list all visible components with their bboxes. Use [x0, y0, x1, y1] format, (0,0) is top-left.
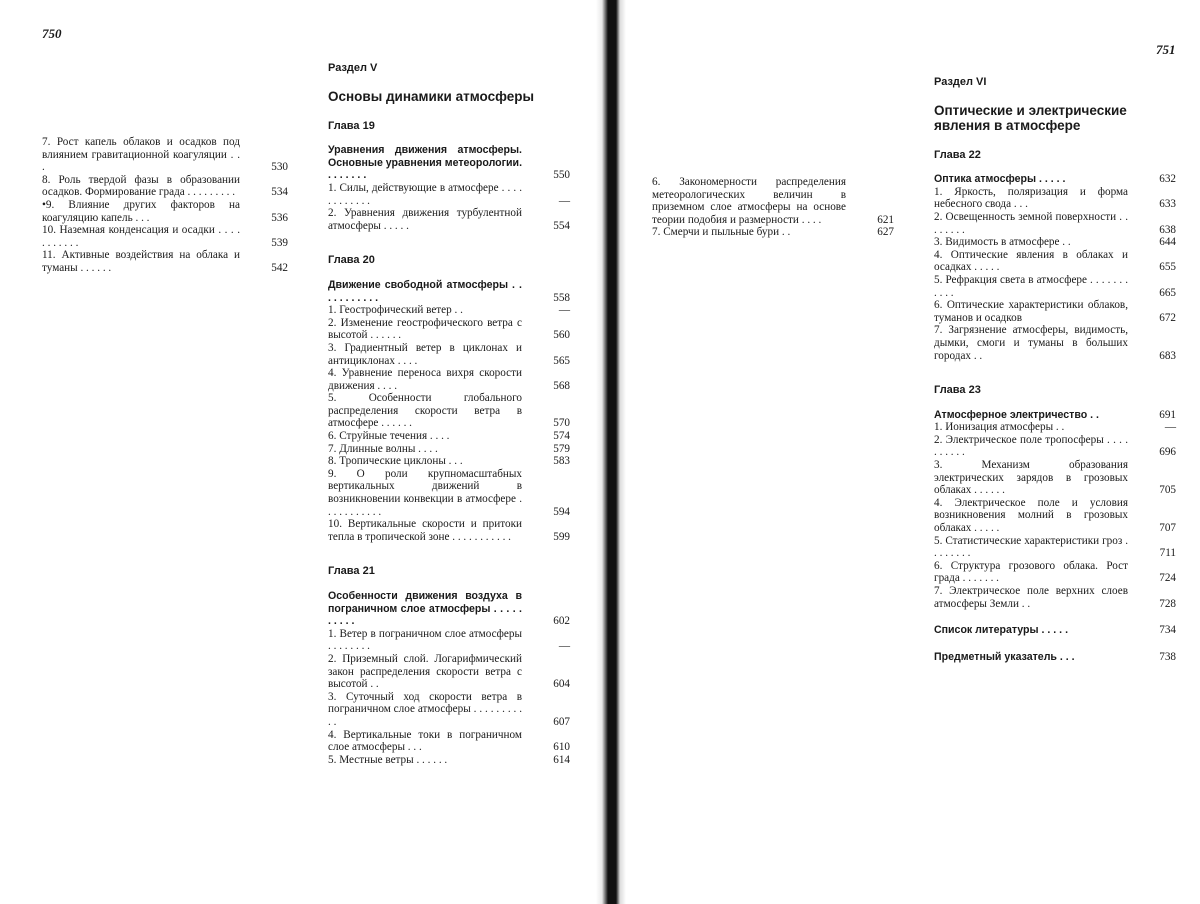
page-number-left: 750: [42, 26, 62, 41]
toc-entry[interactable]: 8. Роль твердой фазы в образовании осадков. Формирование града . . . . . . . . . 534: [42, 173, 288, 199]
toc-entry[interactable]: 2. Электрическое поле тропосферы . . . . . . . . . . 696: [934, 433, 1176, 459]
toc-entry[interactable]: 2. Приземный слой. Логарифмический закон распределения скорости ветра с высотой . . 604: [328, 652, 570, 691]
section-title: Основы динамики атмосферы: [328, 88, 535, 104]
toc-entry[interactable]: 10. Вертикальные скорости и притоки тепла в тропической зоне . . . . . . . . . . . 599: [328, 518, 570, 543]
toc-entry[interactable]: 5. Особенности глобального распределения скорости ветра в атмосфере . . . . . . 570: [328, 392, 570, 430]
right-col-1: [652, 176, 894, 239]
chapter-heading: Глава 23: [934, 384, 981, 397]
page-number-right: 751: [1156, 42, 1176, 57]
section-label: Раздел V: [328, 62, 378, 74]
toc-subject-index[interactable]: Предметный указатель . . . 738: [934, 650, 1176, 663]
left-col-2: [328, 62, 570, 766]
toc-entry[interactable]: 3. Градиентный ветер в циклонах и антициклонах . . . . 565: [328, 341, 570, 367]
toc-entry[interactable]: 1. Яркость, поляризация и форма небесного свода . . . 633: [934, 185, 1176, 211]
toc-entry[interactable]: 6. Струйные течения . . . . 574: [328, 430, 570, 443]
toc-entry[interactable]: 5. Статистические характеристики гроз . . . . . . . . 711: [934, 534, 1176, 560]
toc-entry[interactable]: 2. Уравнения движения турбулентной атмосферы . . . . . 554: [328, 207, 570, 232]
toc-entry[interactable]: 1. Ионизация атмосферы . . —: [934, 421, 1176, 434]
toc-chapter-title[interactable]: Особенности движения воздуха в пограничном слое атмосферы . . . . . . . . . . 602: [328, 590, 570, 628]
toc-entry[interactable]: 1. Ветер в пограничном слое атмосферы . . . . . . . . —: [328, 627, 570, 653]
toc-entry[interactable]: 10. Наземная конденсация и осадки . . . . . . . . . . . 539: [42, 224, 288, 249]
chapter-heading: Глава 19: [328, 119, 375, 132]
toc-entry[interactable]: 1. Геострофический ветер . . —: [328, 304, 570, 317]
toc-entry[interactable]: 11. Активные воздействия на облака и туманы . . . . . . 542: [42, 249, 288, 274]
toc-entry[interactable]: 9. О роли крупномасштабных вертикальных движений в возникновении конвекции в атмосфере . . . . . . . . . . . 594: [328, 467, 570, 518]
chapter-heading: Глава 22: [934, 148, 981, 161]
toc-entry[interactable]: 6. Закономерности распределения метеорологических величин в приземном слое атмосферы на основе теории подобия и размерности . . . . 621: [652, 176, 894, 226]
toc-entry[interactable]: •9. Влияние других факторов на коагуляцию капель . . . 536: [42, 198, 288, 224]
toc-entry[interactable]: 3. Видимость в атмосфере . . 644: [934, 236, 1176, 249]
left-col-1: [42, 136, 288, 275]
toc-entry[interactable]: 8. Тропические циклоны . . . 583: [328, 455, 570, 468]
toc-entry[interactable]: 3. Механизм образования электрических зарядов в грозовых облаках . . . . . . 705: [934, 459, 1176, 497]
toc-chapter-title[interactable]: Уравнения движения атмосферы. Основные уравнения метеорологии. . . . . . . . 550: [328, 144, 570, 182]
toc-entry[interactable]: 4. Оптические явления в облаках и осадках . . . . . 655: [934, 248, 1176, 274]
toc-references[interactable]: Список литературы . . . . . 734: [934, 624, 1176, 637]
toc-entry[interactable]: 4. Вертикальные токи в пограничном слое атмосферы . . . 610: [328, 728, 570, 754]
toc-entry[interactable]: 7. Загрязнение атмосферы, видимость, дымки, смоги и туманы в больших городах . . 683: [934, 324, 1176, 362]
section-title: Оптические и электрические явления в атмосфере: [934, 102, 1127, 133]
toc-entry[interactable]: 5. Местные ветры . . . . . . 614: [328, 753, 570, 766]
chapter-heading: Глава 21: [328, 565, 375, 578]
right-col-2: [934, 76, 1176, 663]
chapter-heading: Глава 20: [328, 254, 375, 267]
section-label: Раздел VI: [934, 76, 987, 88]
toc-entry[interactable]: 7. Электрическое поле верхних слоев атмосферы Земли . . 728: [934, 585, 1176, 610]
toc-entry[interactable]: 2. Освещенность земной поверхности . . . . . . . . 638: [934, 210, 1176, 236]
toc-entry[interactable]: 6. Оптические характеристики облаков, туманов и осадков 672: [934, 299, 1176, 324]
toc-entry[interactable]: 2. Изменение геострофического ветра с высотой . . . . . . 560: [328, 316, 570, 342]
toc-entry[interactable]: 7. Рост капель облаков и осадков под влиянием гравитационной коагуляции . . . 530: [42, 136, 288, 174]
toc-chapter-title[interactable]: Оптика атмосферы . . . . . 632: [934, 173, 1176, 186]
toc-entry[interactable]: 7. Длинные волны . . . . 579: [328, 442, 570, 455]
toc-entry[interactable]: 3. Суточный ход скорости ветра в пограничном слое атмосферы . . . . . . . . . . . 607: [328, 690, 570, 728]
toc-entry[interactable]: 5. Рефракция света в атмосфере . . . . . . . . . . . 665: [934, 273, 1176, 299]
book-binding-gutter: [596, 0, 626, 904]
toc-entry[interactable]: 4. Электрическое поле и условия возникновения молний в грозовых облаках . . . . . 707: [934, 496, 1176, 535]
toc-entry[interactable]: 6. Структура грозового облака. Рост града . . . . . . . 724: [934, 559, 1176, 585]
toc-entry[interactable]: 4. Уравнение переноса вихря скорости движения . . . . 568: [328, 367, 570, 392]
toc-entry[interactable]: 1. Силы, действующие в атмосфере . . . . . . . . . . . . —: [328, 181, 570, 207]
toc-chapter-title[interactable]: Атмосферное электричество . . 691: [934, 408, 1176, 421]
toc-entry[interactable]: 7. Смерчи и пыльные бури . . 627: [652, 226, 894, 239]
toc-chapter-title[interactable]: Движение свободной атмосферы . . . . . . . . . . . 558: [328, 278, 570, 304]
